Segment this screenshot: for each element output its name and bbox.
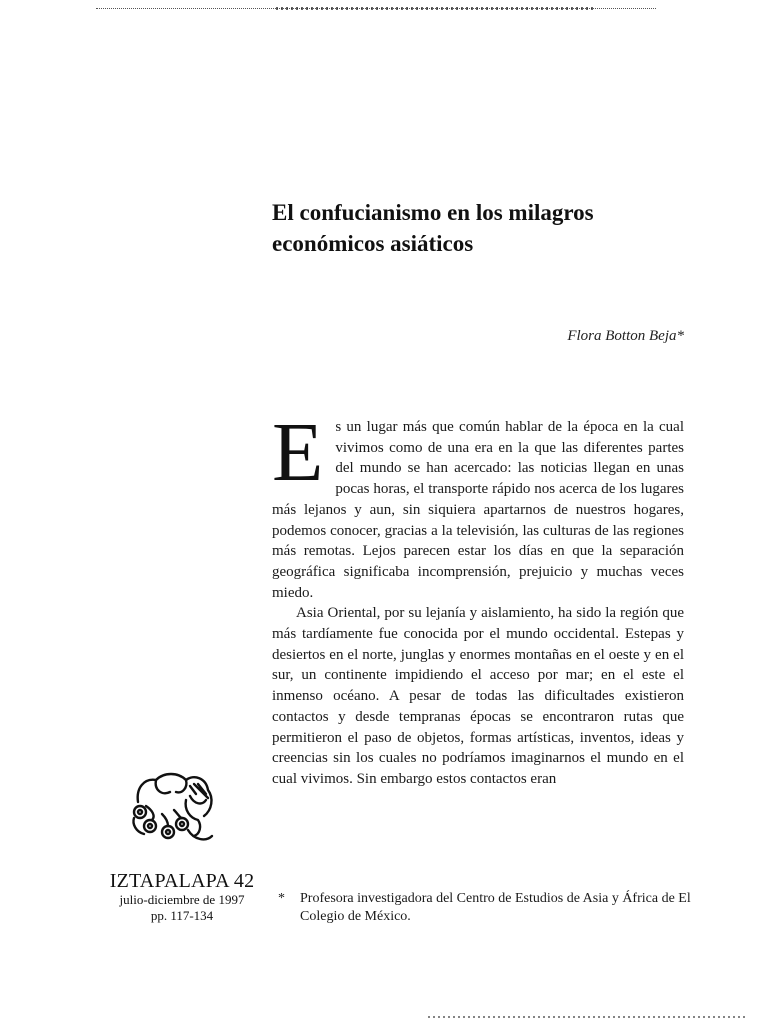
title-line-1: El confucianismo en los milagros [272, 200, 594, 225]
journal-pages: pp. 117-134 [150, 908, 214, 923]
footnote-mark: * [278, 891, 285, 906]
paragraph-1 [272, 406, 684, 603]
footnote [278, 890, 698, 926]
journal-name: IZTAPALAPA 42 [109, 870, 255, 892]
author-name: Flora Botton Beja* [567, 328, 684, 344]
journal-issue: julio-diciembre de 1997 [119, 892, 245, 907]
scan-artifact-top [96, 8, 656, 9]
paragraph-2: Asia Oriental, por su lejanía y aislamiento, ha sido la región que más tardíamente fue conocida por el mundo occidental. Estepas y desiertos en el norte, junglas y enormes montañas en el oeste y en el sur, un continente impidiendo el acceso por mar; en el este el inmenso océano. A pesar de todas las dificultades existieron contactos y desde tempranas épocas se encontraron rutas que permitieron el paso de objetos, formas artísticas, inventos, ideas y creencias sin los cuales no podríamos imaginarnos el mundo en el cual vivimos. Sin embargo estos contactos eran [272, 605, 684, 787]
footnote-text: Profesora investigadora del Centro de Estudios de Asia y África de El Colegio de México. [300, 891, 691, 924]
glyph-logo-icon [128, 766, 220, 846]
article-title [272, 197, 692, 259]
paragraph-1-text: s un lugar más que común hablar de la época en la cual vivimos como de una era en la que las diferentes partes del mundo se han acercado: las noticias llegan en unas pocas horas, el transporte rápido nos acerca de los lugares más lejanos y aun, sin siquiera apartarnos de nuestros hogares, podemos conocer, gracias a la televisión, las culturas de las regiones más remotas. Lejos parecen estar los días en que la separación geográfica significaba incomprensión, prejuicio y muchas veces miedo. [272, 419, 684, 601]
drop-cap: E [272, 406, 324, 499]
scan-artifact-bottom [428, 1016, 748, 1018]
journal-info [98, 870, 266, 924]
article-body [272, 406, 684, 790]
title-line-2: económicos asiáticos [272, 231, 474, 256]
